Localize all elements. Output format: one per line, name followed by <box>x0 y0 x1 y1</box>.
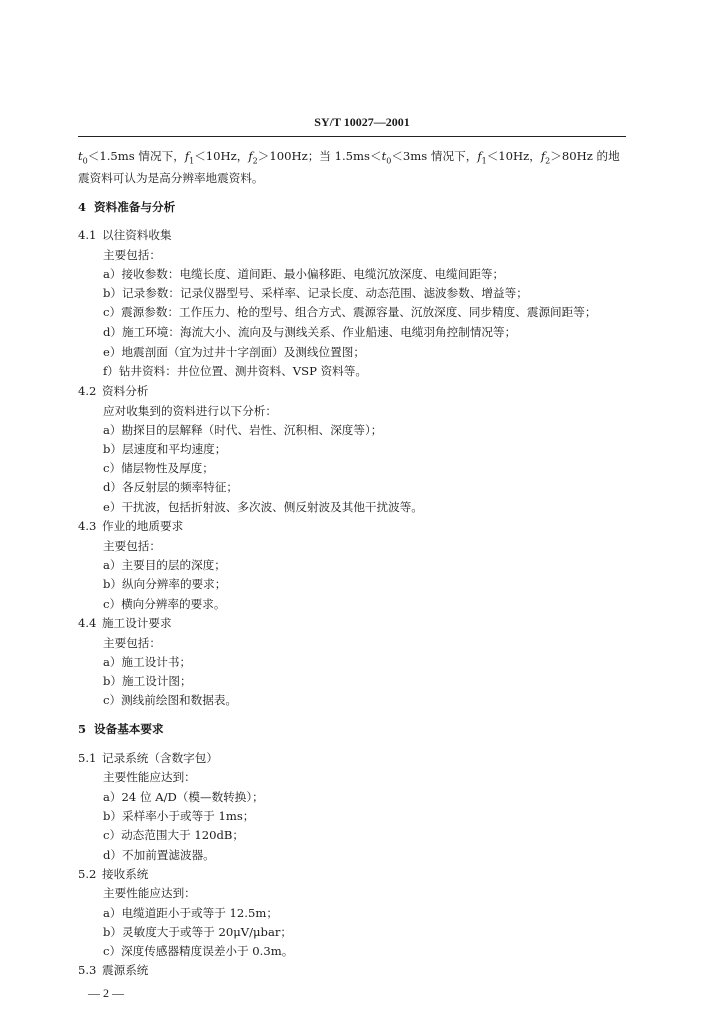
list-item: b）施工设计图； <box>103 674 192 688</box>
list-item: d）施工环境：海流大小、流向及与测线关系、作业船速、电缆羽角控制情况等； <box>103 325 517 339</box>
list-item: b）灵敏度大于或等于 20μV/μbar； <box>103 925 293 939</box>
list-item: a）24 位 A/D（模—数转换）； <box>103 790 264 804</box>
list-item: c）深度传感器精度误差小于 0.3m。 <box>103 944 294 958</box>
list-item: a）主要目的层的深度； <box>103 558 226 572</box>
section-5-1-heading: 5.1 记录系统（含数字包） <box>78 751 218 765</box>
section-4-1-lead: 主要包括： <box>103 248 161 262</box>
header-rule <box>78 136 626 137</box>
list-item: a）接收参数：电缆长度、道间距、最小偏移距、电缆沉放深度、电缆间距等； <box>103 267 505 281</box>
list-item: d）各反射层的频率特征； <box>103 480 238 494</box>
list-item: e）干扰波，包括折射波、多次波、侧反射波及其他干扰波等。 <box>103 500 423 514</box>
list-item: f）钻井资料：井位位置、测井资料、VSP 资料等。 <box>103 364 367 378</box>
list-item: b）采样率小于或等于 1ms； <box>103 809 255 823</box>
list-item: a）电缆道距小于或等于 12.5m； <box>103 906 278 920</box>
intro-line-2: 震资料可认为是高分辨率地震资料。 <box>78 171 264 185</box>
list-item: a）施工设计书； <box>103 655 192 669</box>
list-item: b）层速度和平均速度； <box>103 442 227 456</box>
page-number: — 2 — <box>88 986 124 1000</box>
list-item: d）不加前置滤波器。 <box>103 848 215 862</box>
list-item: a）勘探目的层解释（时代、岩性、沉积相、深度等）； <box>103 423 383 437</box>
section-4-2-lead: 应对收集到的资料进行以下分析： <box>103 404 277 418</box>
section-4-3-lead: 主要包括： <box>103 539 161 553</box>
section-4-4-heading: 4.4 施工设计要求 <box>78 616 172 630</box>
section-4-3-heading: 4.3 作业的地质要求 <box>78 519 184 533</box>
list-item: b）记录参数：记录仪器型号、采样率、记录长度、动态范围、滤波参数、增益等； <box>103 286 528 300</box>
section-4-4-lead: 主要包括： <box>103 636 161 650</box>
list-item: c）动态范围大于 120dB； <box>103 828 244 842</box>
list-item: b）纵向分辨率的要求； <box>103 577 227 591</box>
list-item: c）储层物性及厚度； <box>103 461 214 475</box>
list-item: e）地震剖面（宜为过井十字剖面）及测线位置图； <box>103 345 365 359</box>
section-4-heading: 4 资料准备与分析 <box>78 200 176 214</box>
section-4-1-heading: 4.1 以往资料收集 <box>78 228 172 242</box>
intro-line-1: $t_0<1.5ms$ 情况下，$f_1<10Hz$，$f_2>100Hz$；当 $1.5ms<t_0<3ms$ 情况下，$f_1<10Hz$，$f_2>80Hz$ 的地 <box>78 149 620 166</box>
section-5-2-heading: 5.2 接收系统 <box>78 867 149 881</box>
section-5-heading: 5 设备基本要求 <box>78 722 164 736</box>
list-item: c）横向分辨率的要求。 <box>103 597 226 611</box>
list-item: c）震源参数：工作压力、枪的型号、组合方式、震源容量、沉放深度、同步精度、震源间距等； <box>103 305 597 319</box>
section-5-3-heading: 5.3 震源系统 <box>78 963 149 977</box>
standard-code: SY/T 10027—2001 <box>314 115 410 129</box>
section-4-2-heading: 4.2 资料分析 <box>78 384 149 398</box>
section-5-2-lead: 主要性能应达到： <box>103 886 196 900</box>
list-item: c）测线前绘图和数据表。 <box>103 693 238 707</box>
section-5-1-lead: 主要性能应达到： <box>103 770 196 784</box>
